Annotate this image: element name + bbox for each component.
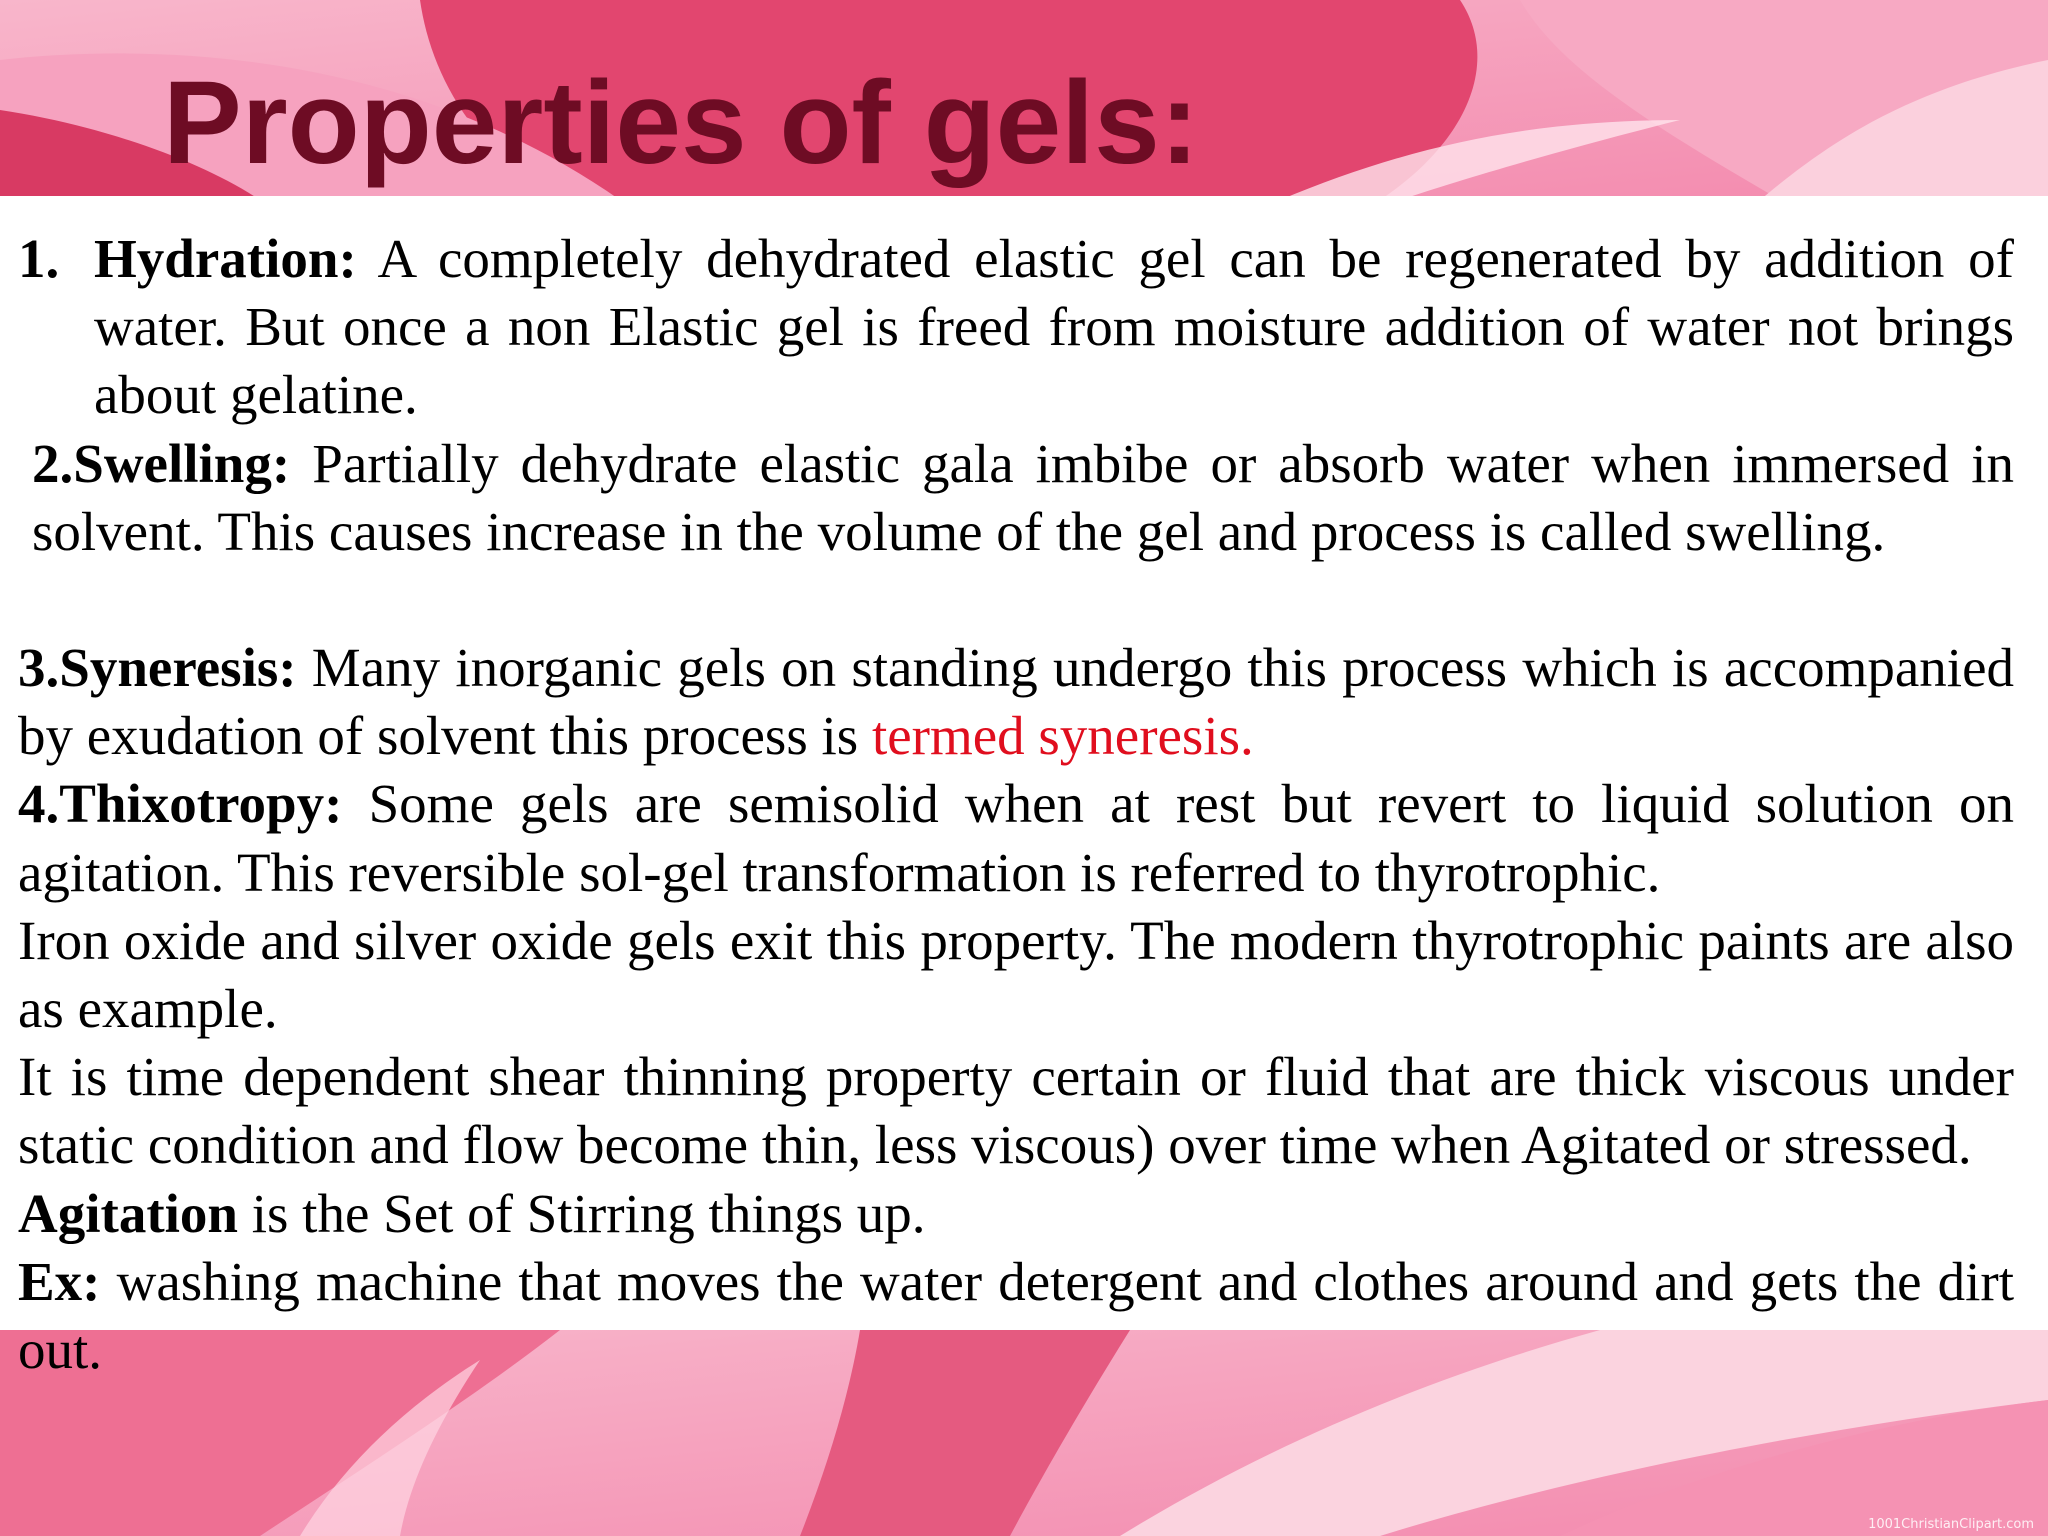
list-number: 1. [18,228,60,289]
highlighted-term: termed syneresis. [871,705,1254,767]
property-hydration [18,225,2014,430]
property-text: A completely dehydrated elastic gel can be regenerated by addition of water. But once a non Elastic gel is freed from moisture addition of water not brings about gelatine. [94,228,2014,426]
property-text: Some gels are semisolid when at rest but revert to liquid solution on agitation. This reversible sol-gel transformation is referred to thyrotrophic. [18,773,2014,903]
property-label: 4.Thixotropy: [18,773,343,835]
paragraph-iron-oxide: Iron oxide and silver oxide gels exit this property. The modern thyrotrophic paints are also as example. [18,909,2014,1040]
property-label: 3.Syneresis: [18,637,297,699]
example-label: Ex: [18,1250,101,1312]
paragraph-definition: It is time dependent shear thinning property certain or fluid that are thick viscous under static condition and flow become thin, less viscous) over time when Agitated or stressed. [18,1046,2014,1176]
example-text: washing machine that moves the water detergent and clothes around and gets the dirt out. [18,1250,2014,1381]
slide-title: Properties of gels: [163,57,1200,189]
spacer [18,566,2014,634]
agitation-text: is the Set of Stirring things up. [238,1182,926,1244]
property-text: Partially dehydrate elastic gala imbibe or absorb water when immersed in solvent. This causes increase in the volume of the gel and process is called swelling. [32,432,2014,562]
property-swelling [18,430,2014,566]
paragraph-agitation [18,1180,2014,1248]
property-label: 2.Swelling: [32,432,291,494]
property-text: Many inorganic gels on standing undergo this process which is accompanied by exudation of solvent this process is [18,637,2014,767]
property-thixotropy [18,770,2014,906]
content-body [18,225,2014,1384]
watermark: 1001ChristianClipart.com [1868,1517,2034,1532]
paragraph-example [18,1248,2014,1384]
property-syneresis [18,634,2014,770]
property-label: Hydration: [94,228,357,289]
agitation-term: Agitation [18,1182,238,1244]
